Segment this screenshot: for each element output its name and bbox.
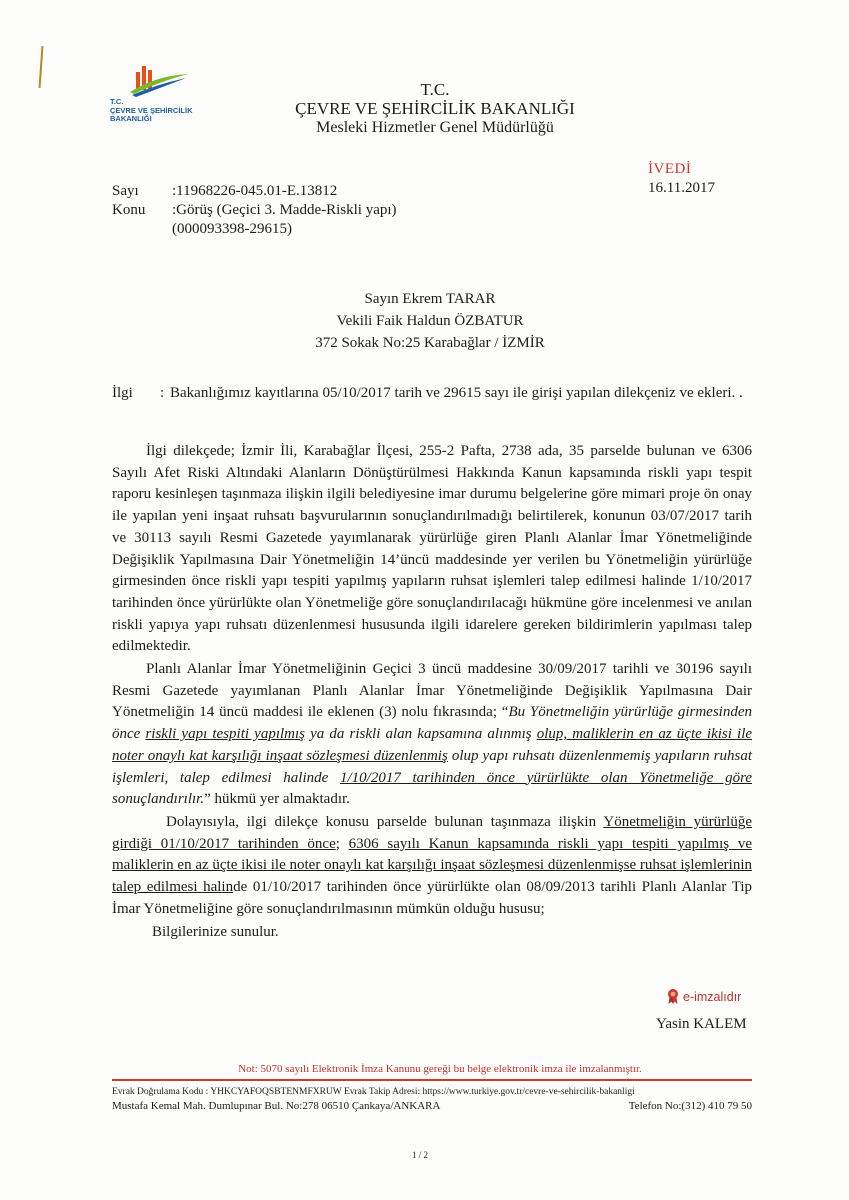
addressee-attorney: Vekili Faik Haldun ÖZBATUR (336, 313, 524, 329)
logo-line-3: BAKANLIĞI (110, 114, 152, 123)
addressee-address: 372 Sokak No:25 Karabağlar / İZMİR (315, 335, 545, 351)
ilgi-colon: : (160, 385, 165, 401)
konu-value: :Görüş (Geçici 3. Madde-Riskli yapı) (172, 202, 397, 218)
p3-underlined-1: Yönetmeliğin yürürlüğe girdiği 01/10/2017 tarihinden önce (112, 813, 752, 852)
sayi-value: :11968226-045.01-E.13812 (172, 183, 338, 199)
p2-quote-part-1: Bu Yönetmeliğin yürürlüğe girmesinden önce (112, 704, 752, 743)
logo-line-1: T.C. (110, 97, 124, 106)
footer-phone: Telefon No:(312) 410 79 50 (628, 1100, 752, 1112)
ilgi-label: İlgi (112, 385, 133, 401)
letterhead-line-1: T.C. (420, 80, 450, 99)
letterhead-line-3: Mesleki Hizmetler Genel Müdürlüğü (316, 119, 554, 136)
addressee-name: Sayın Ekrem TARAR (364, 291, 496, 307)
reference-block (112, 182, 397, 239)
p2-end: ” hükmü yer almaktadır. (204, 791, 350, 808)
urgent-stamp: İVEDİ (648, 161, 692, 177)
p2-quote-underlined-2: olup, maliklerin en az üçte ikisi ile noter onaylı kat karşılığı inşaat sözleşmesi düzenlenmiş (112, 726, 753, 764)
ilgi-text: Bakanlığımız kayıtlarına 05/10/2017 tarih ve 29615 sayı ile girişi yapılan dilekçeniz ve ekleri. . (170, 385, 743, 401)
document-date: 16.11.2017 (648, 180, 715, 196)
p2-quote-part-5: olup yapı ruhsatı düzenlenmemiş yapıların ruhsat işlemleri, talep edilmesi halinde (112, 747, 752, 786)
body-paragraph-1: İlgi dilekçede; İzmir İli, Karabağlar İlçesi, 255-2 Pafta, 2738 ada, 35 parselde bulunan ve 6306 Sayılı Afet Riski Altındaki Alanların Dönüştürülmesi Hakkında Kanun kapsamında riskli yapı tespit raporu kesinleşen taşınmaza ilişkin ilgili belediyesine imar durumu belgelerine göre mimari proje ön onay ile yapılan yeni inşaat ruhsatı başvurularının sonuçlandırılmadığı belirtilerek, konunun 03/07/2017 tarih ve 30113 sayılı Resmi Gazetede yayımlanarak yürürlüğe giren Planlı Alanlar İmar Yönetmeliğinde Değişiklik Yapılmasına Dair Yönetmeliğin 14’üncü maddesinde yer verilen bu Yönetmeliğin yürürlüğe girmesinden önce riskli yapı tespiti yapılmış yapıların ruhsat işlemleri talep edilmesi halinde 1/10/2017 tarihinden önce yürürlükte olan Yönetmeliğe göre sonuçlandırılacağı hükmüne göre incelenmesi ve anılan riskli yapıya yapı ruhsatı düzenlenmesi hususunda ilgili idarelere gereken bildirimlerin yapılması talep edilmektedir. (112, 443, 752, 655)
p2-quote-part-3: ya da riskli alan kapsamına alınmış (305, 726, 537, 743)
p3-underlined-2: 6306 sayılı Kanun kapsamında riskli yapı tespiti yapılmış ve maliklerin en az üçte ikisi ile noter onaylı kat karşılığı inşaat sözleşmesi düzenlenmişse ruhsat işlemlerinin talep edilmesi halin (112, 835, 753, 896)
e-signature-text: e-imzalıdır (683, 989, 742, 1004)
p2-quote-underlined-1: riskli yapı tespiti yapılmış (145, 726, 305, 743)
p3-intro: Dolayısıyla, ilgi dilekçe konusu parselde bulunan taşınmaza ilişkin (166, 813, 604, 830)
p2-quote-underlined-3: 1/10/2017 tarihinden önce yürürlükte olan Yönetmeliğe göre (339, 769, 753, 786)
konu-label: Konu (112, 202, 146, 218)
footer-address: Mustafa Kemal Mah. Dumlupınar Bul. No:278 06510 Çankaya/ANKARA (112, 1100, 441, 1112)
p2-intro: Planlı Alanlar İmar Yönetmeliğinin Geçici 3 üncü maddesine 30/09/2017 tarihli ve 30196 sayılı Resmi Gazetede yayımlanan Planlı Alanlar İmar Yönetmeliğinde Değişiklik Yapılmasına Dair Yönetmeliğin 14 üncü maddesi ile eklenen (3) nolu fıkrasında; “ (112, 661, 752, 721)
p3-conclusion: de 01/10/2017 tarihinden önce yürürlükte olan 08/09/2013 tarihli Planlı Alanlar Tip İmar Yönetmeliğine göre sonuçlandırılmasının mümkün olduğu hususu; (112, 879, 752, 917)
letterhead-line-2: ÇEVRE VE ŞEHİRCİLİK BAKANLIĞI (295, 99, 575, 118)
ministry-logo (110, 62, 210, 142)
body-paragraph-3 (112, 812, 752, 921)
letter-body (112, 441, 752, 944)
p3-separator: ; (335, 835, 349, 852)
margin-pen-mark (39, 46, 44, 88)
verification-line: Evrak Doğrulama Kodu : YHKCYAFOQSBTENMFXRUW Evrak Takip Adresi: https://www.turkiye.gov.tr/cevre-ve-sehircilik-bakanligi (112, 1087, 635, 1097)
signer-name: Yasin KALEM (656, 1016, 747, 1032)
konu-value-line-2: (000093398-29615) (172, 221, 292, 237)
sayi-label: Sayı (112, 183, 139, 199)
footer-contact (112, 1100, 752, 1112)
logo-caption (110, 98, 193, 124)
ministry-emblem-icon (110, 62, 190, 98)
seal-ribbon-icon (667, 988, 679, 1005)
logo-line-2: ÇEVRE VE ŞEHİRCİLİK (110, 105, 193, 115)
p2-quote-part-7: sonuçlandırılır. (112, 791, 205, 808)
closing-line: Bilgilerinize sunulur. (152, 924, 279, 941)
e-signature-mark (667, 988, 741, 1005)
addressee-block (290, 288, 570, 354)
e-signature-note: Not: 5070 sayılı Elektronik İmza Kanunu gereği bu belge elektronik imza ile imzalanmıştır. (238, 1063, 642, 1075)
body-paragraph-2 (112, 659, 752, 811)
page-number: 1 / 2 (412, 1150, 429, 1160)
letterhead (290, 80, 580, 137)
footer-divider (112, 1079, 752, 1081)
